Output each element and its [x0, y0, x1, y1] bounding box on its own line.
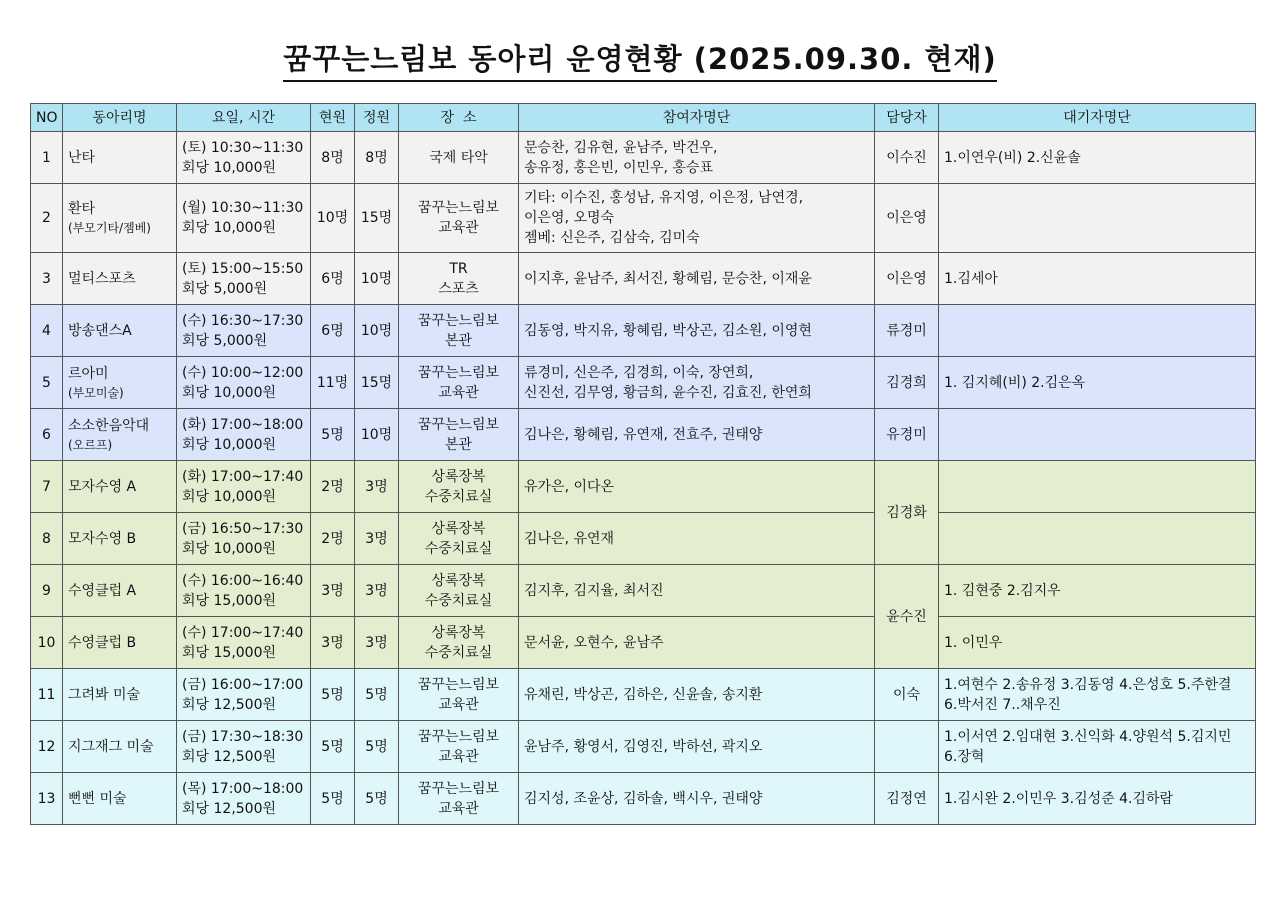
place-line-1: 꿈꾸는느림보 [417, 676, 500, 693]
place-line-2: 수중치료실 [424, 592, 493, 609]
cell-waitlist [939, 565, 1256, 617]
cell-club-name [63, 184, 177, 253]
schedule-time: (수) 10:00~12:00 [182, 364, 304, 381]
header-schedule: 요일, 시간 [177, 104, 311, 132]
participants-line-1: 유가은, 이다온 [524, 478, 615, 495]
schedule-time: (월) 10:30~11:30 [182, 200, 304, 216]
cell-no: 6 [31, 409, 63, 461]
cell-waitlist [939, 721, 1256, 773]
cell-capacity: 3명 [355, 617, 399, 669]
header-participants: 참여자명단 [519, 104, 875, 132]
club-name: 수영클럽 A [68, 582, 137, 599]
place-line-2: 스포츠 [438, 280, 479, 297]
schedule-time: (토) 10:30~11:30 [182, 139, 304, 156]
schedule-fee: 회당 12,500원 [182, 696, 277, 713]
place-line-1: 상록장복 [431, 468, 486, 485]
cell-capacity: 5명 [355, 721, 399, 773]
cell-capacity: 5명 [355, 669, 399, 721]
cell-participants [519, 357, 875, 409]
cell-participants [519, 721, 875, 773]
club-name: 모자수영 A [68, 478, 137, 495]
club-name: 수영클럽 B [68, 634, 137, 651]
cell-place [399, 461, 519, 513]
cell-current: 6명 [311, 305, 355, 357]
cell-participants [519, 253, 875, 305]
participants-line-1: 이지후, 윤남주, 최서진, 황혜림, 문승찬, 이재윤 [524, 270, 812, 287]
cell-place [399, 409, 519, 461]
cell-place [399, 669, 519, 721]
cell-no: 1 [31, 132, 63, 184]
cell-current: 8명 [311, 132, 355, 184]
place-line-1: 꿈꾸는느림보 [417, 780, 500, 797]
club-name: 뻔뻔 미술 [68, 790, 127, 807]
cell-manager: 이은영 [875, 253, 939, 305]
cell-place [399, 617, 519, 669]
cell-schedule [177, 773, 311, 825]
header-no: NO [31, 104, 63, 132]
waitlist-line-1: 1. 이민우 [944, 634, 1003, 651]
cell-participants [519, 617, 875, 669]
cell-manager: 윤수진 [875, 565, 939, 669]
cell-no: 8 [31, 513, 63, 565]
club-subtitle: (부모미술) [68, 385, 124, 400]
cell-schedule [177, 184, 311, 253]
cell-place [399, 253, 519, 305]
place-line-2: 교육관 [438, 384, 479, 401]
cell-capacity: 3명 [355, 513, 399, 565]
participants-line-1: 유채린, 박상곤, 김하은, 신윤솔, 송지환 [524, 686, 763, 703]
cell-no: 2 [31, 184, 63, 253]
cell-capacity: 3명 [355, 565, 399, 617]
schedule-fee: 회당 10,000원 [182, 436, 277, 453]
schedule-time: (수) 16:00~16:40 [182, 572, 304, 589]
cell-participants [519, 305, 875, 357]
cell-participants [519, 461, 875, 513]
table-header [31, 104, 1256, 132]
cell-waitlist [939, 513, 1256, 565]
cell-waitlist [939, 617, 1256, 669]
cell-waitlist [939, 669, 1256, 721]
cell-schedule [177, 565, 311, 617]
participants-line-3: 젬베: 신은주, 김삼숙, 김미숙 [524, 230, 700, 246]
schedule-fee: 회당 12,500원 [182, 800, 277, 817]
header-club-name: 동아리명 [63, 104, 177, 132]
cell-place [399, 184, 519, 253]
cell-waitlist [939, 253, 1256, 305]
cell-schedule [177, 409, 311, 461]
cell-no: 5 [31, 357, 63, 409]
cell-current: 5명 [311, 773, 355, 825]
cell-waitlist [939, 357, 1256, 409]
place-line-1: 국제 타악 [429, 149, 488, 166]
cell-waitlist [939, 409, 1256, 461]
cell-waitlist [939, 305, 1256, 357]
cell-current: 3명 [311, 617, 355, 669]
waitlist-line-2: 6.박서진 7..채우진 [944, 696, 1061, 713]
cell-manager: 김경화 [875, 461, 939, 565]
cell-no: 3 [31, 253, 63, 305]
participants-line-1: 류경미, 신은주, 김경희, 이숙, 장연희, [524, 364, 754, 381]
page-title [0, 40, 1280, 82]
club-name: 멀티스포츠 [68, 270, 136, 287]
participants-line-1: 문승찬, 김유현, 윤남주, 박건우, [524, 139, 718, 156]
club-name: 난타 [68, 149, 96, 166]
cell-current: 2명 [311, 513, 355, 565]
cell-manager: 김경희 [875, 357, 939, 409]
page-title-text: 꿈꾸는느림보 동아리 운영현황 (2025.09.30. 현재) [283, 40, 997, 82]
table-row [31, 513, 1256, 565]
waitlist-line-1: 1.김시완 2.이민우 3.김성준 4.김하람 [944, 790, 1174, 807]
participants-line-1: 김동영, 박지유, 황혜림, 박상곤, 김소원, 이영현 [524, 322, 812, 339]
cell-place [399, 132, 519, 184]
cell-manager: 이은영 [875, 184, 939, 253]
cell-manager: 류경미 [875, 305, 939, 357]
cell-no: 4 [31, 305, 63, 357]
cell-no: 9 [31, 565, 63, 617]
table-row [31, 565, 1256, 617]
cell-manager: 이숙 [875, 669, 939, 721]
club-name: 모자수영 B [68, 530, 137, 547]
cell-no: 12 [31, 721, 63, 773]
cell-capacity: 10명 [355, 253, 399, 305]
schedule-fee: 회당 10,000원 [182, 384, 277, 401]
cell-capacity: 15명 [355, 184, 399, 253]
waitlist-line-1: 1.여현수 2.송유정 3.김동영 4.은성호 5.주한결 [944, 676, 1232, 693]
cell-participants [519, 132, 875, 184]
cell-no: 10 [31, 617, 63, 669]
cell-place [399, 773, 519, 825]
participants-line-1: 김나은, 유연재 [524, 530, 615, 547]
club-name: 방송댄스A [68, 322, 132, 339]
cell-waitlist [939, 773, 1256, 825]
cell-club-name [63, 617, 177, 669]
waitlist-line-1: 1. 김현중 2.김지우 [944, 582, 1061, 599]
place-line-1: 꿈꾸는느림보 [417, 416, 500, 433]
cell-manager: 이수진 [875, 132, 939, 184]
schedule-fee: 회당 5,000원 [182, 332, 268, 349]
cell-place [399, 513, 519, 565]
waitlist-line-1: 1.이서연 2.임대현 3.신익화 4.양원석 5.김지민 [944, 728, 1232, 745]
schedule-time: (금) 17:30~18:30 [182, 728, 304, 745]
schedule-fee: 회당 15,000원 [182, 592, 277, 609]
place-line-2: 수중치료실 [424, 540, 493, 557]
header-waitlist: 대기자명단 [939, 104, 1256, 132]
place-line-2: 교육관 [438, 800, 479, 817]
cell-capacity: 3명 [355, 461, 399, 513]
cell-participants [519, 565, 875, 617]
place-line-1: 꿈꾸는느림보 [417, 312, 500, 329]
schedule-time: (토) 15:00~15:50 [182, 260, 304, 277]
place-line-2: 교육관 [438, 696, 479, 713]
schedule-fee: 회당 10,000원 [182, 488, 277, 505]
cell-club-name [63, 513, 177, 565]
schedule-fee: 회당 12,500원 [182, 748, 277, 765]
place-line-2: 본관 [444, 436, 473, 453]
table-row [31, 617, 1256, 669]
schedule-time: (목) 17:00~18:00 [182, 780, 304, 797]
place-line-1: 상록장복 [431, 572, 486, 589]
place-line-2: 수중치료실 [424, 644, 493, 661]
participants-line-1: 김나은, 황혜림, 유연재, 전효주, 권태양 [524, 426, 763, 443]
place-line-1: 상록장복 [431, 520, 486, 537]
cell-club-name [63, 357, 177, 409]
schedule-time: (금) 16:50~17:30 [182, 520, 304, 537]
header-manager: 담당자 [875, 104, 939, 132]
schedule-fee: 회당 10,000원 [182, 540, 277, 557]
cell-participants [519, 409, 875, 461]
cell-current: 11명 [311, 357, 355, 409]
schedule-fee: 회당 5,000원 [182, 280, 268, 297]
schedule-time: (수) 16:30~17:30 [182, 312, 304, 329]
table-row [31, 184, 1256, 253]
cell-club-name [63, 132, 177, 184]
cell-current: 10명 [311, 184, 355, 253]
place-line-2: 수중치료실 [424, 488, 493, 505]
cell-club-name [63, 409, 177, 461]
cell-place [399, 565, 519, 617]
cell-place [399, 305, 519, 357]
cell-current: 5명 [311, 721, 355, 773]
club-name: 그려봐 미술 [68, 686, 141, 703]
place-line-1: 상록장복 [431, 624, 486, 641]
club-name: 소소한음악대 [68, 417, 150, 434]
schedule-fee: 회당 15,000원 [182, 644, 277, 661]
participants-line-1: 김지성, 조윤상, 김하솔, 백시우, 권태양 [524, 790, 763, 807]
place-line-2: 본관 [444, 332, 473, 349]
club-name: 르아미 [68, 365, 109, 382]
cell-club-name [63, 305, 177, 357]
cell-manager: 유경미 [875, 409, 939, 461]
cell-waitlist [939, 132, 1256, 184]
cell-club-name [63, 669, 177, 721]
table-row [31, 773, 1256, 825]
header-row [31, 104, 1256, 132]
cell-capacity: 10명 [355, 305, 399, 357]
cell-current: 5명 [311, 669, 355, 721]
participants-line-1: 윤남주, 황영서, 김영진, 박하선, 곽지오 [524, 738, 763, 755]
cell-no: 11 [31, 669, 63, 721]
place-line-1: 꿈꾸는느림보 [417, 200, 500, 216]
club-subtitle: (부모기타/젬베) [68, 221, 151, 235]
header-current: 현원 [311, 104, 355, 132]
participants-line-2: 신진선, 김무영, 황금희, 윤수진, 김효진, 한연희 [524, 384, 812, 401]
table-row [31, 461, 1256, 513]
cell-schedule [177, 513, 311, 565]
cell-club-name [63, 461, 177, 513]
cell-schedule [177, 253, 311, 305]
place-line-1: TR [449, 260, 468, 277]
participants-line-2: 이은영, 오명숙 [524, 210, 615, 226]
participants-line-1: 기타: 이수진, 홍성남, 유지영, 이은정, 남연경, [524, 190, 804, 206]
waitlist-line-1: 1.김세아 [944, 270, 998, 287]
schedule-time: (금) 16:00~17:00 [182, 676, 304, 693]
cell-current: 6명 [311, 253, 355, 305]
cell-participants [519, 773, 875, 825]
cell-club-name [63, 773, 177, 825]
cell-place [399, 721, 519, 773]
cell-participants [519, 513, 875, 565]
cell-current: 2명 [311, 461, 355, 513]
cell-manager: 김정연 [875, 773, 939, 825]
cell-schedule [177, 461, 311, 513]
participants-line-1: 김지후, 김지율, 최서진 [524, 582, 664, 599]
cell-capacity: 10명 [355, 409, 399, 461]
waitlist-line-2: 6.장혁 [944, 748, 985, 765]
cell-participants [519, 184, 875, 253]
cell-no: 7 [31, 461, 63, 513]
table-row [31, 305, 1256, 357]
place-line-2: 교육관 [438, 748, 479, 765]
club-name: 지그재그 미술 [68, 738, 154, 755]
table-row [31, 721, 1256, 773]
club-status-table [30, 103, 1256, 825]
cell-schedule [177, 721, 311, 773]
cell-waitlist [939, 184, 1256, 253]
club-name: 환타 [68, 201, 96, 217]
table-row [31, 253, 1256, 305]
cell-schedule [177, 132, 311, 184]
header-place: 장 소 [399, 104, 519, 132]
cell-club-name [63, 721, 177, 773]
cell-current: 3명 [311, 565, 355, 617]
waitlist-line-1: 1. 김지혜(비) 2.김은옥 [944, 374, 1086, 391]
cell-current: 5명 [311, 409, 355, 461]
cell-schedule [177, 357, 311, 409]
table-row [31, 357, 1256, 409]
cell-place [399, 357, 519, 409]
waitlist-line-1: 1.이연우(비) 2.신윤솔 [944, 149, 1081, 166]
schedule-time: (화) 17:00~18:00 [182, 416, 304, 433]
cell-schedule [177, 617, 311, 669]
schedule-fee: 회당 10,000원 [182, 159, 277, 176]
cell-manager [875, 721, 939, 773]
place-line-1: 꿈꾸는느림보 [417, 728, 500, 745]
cell-club-name [63, 253, 177, 305]
place-line-2: 교육관 [438, 220, 479, 236]
header-capacity: 정원 [355, 104, 399, 132]
cell-participants [519, 669, 875, 721]
cell-schedule [177, 669, 311, 721]
participants-line-1: 문서윤, 오현수, 윤남주 [524, 634, 664, 651]
cell-no: 13 [31, 773, 63, 825]
cell-schedule [177, 305, 311, 357]
cell-capacity: 5명 [355, 773, 399, 825]
cell-club-name [63, 565, 177, 617]
cell-waitlist [939, 461, 1256, 513]
schedule-fee: 회당 10,000원 [182, 220, 277, 236]
cell-capacity: 8명 [355, 132, 399, 184]
table-row [31, 132, 1256, 184]
participants-line-2: 송유정, 홍은빈, 이민우, 홍승표 [524, 159, 713, 176]
table-row [31, 669, 1256, 721]
table-body [31, 132, 1256, 825]
club-subtitle: (오르프) [68, 437, 113, 452]
place-line-1: 꿈꾸는느림보 [417, 364, 500, 381]
schedule-time: (화) 17:00~17:40 [182, 468, 304, 485]
table-row [31, 409, 1256, 461]
cell-capacity: 15명 [355, 357, 399, 409]
schedule-time: (수) 17:00~17:40 [182, 624, 304, 641]
